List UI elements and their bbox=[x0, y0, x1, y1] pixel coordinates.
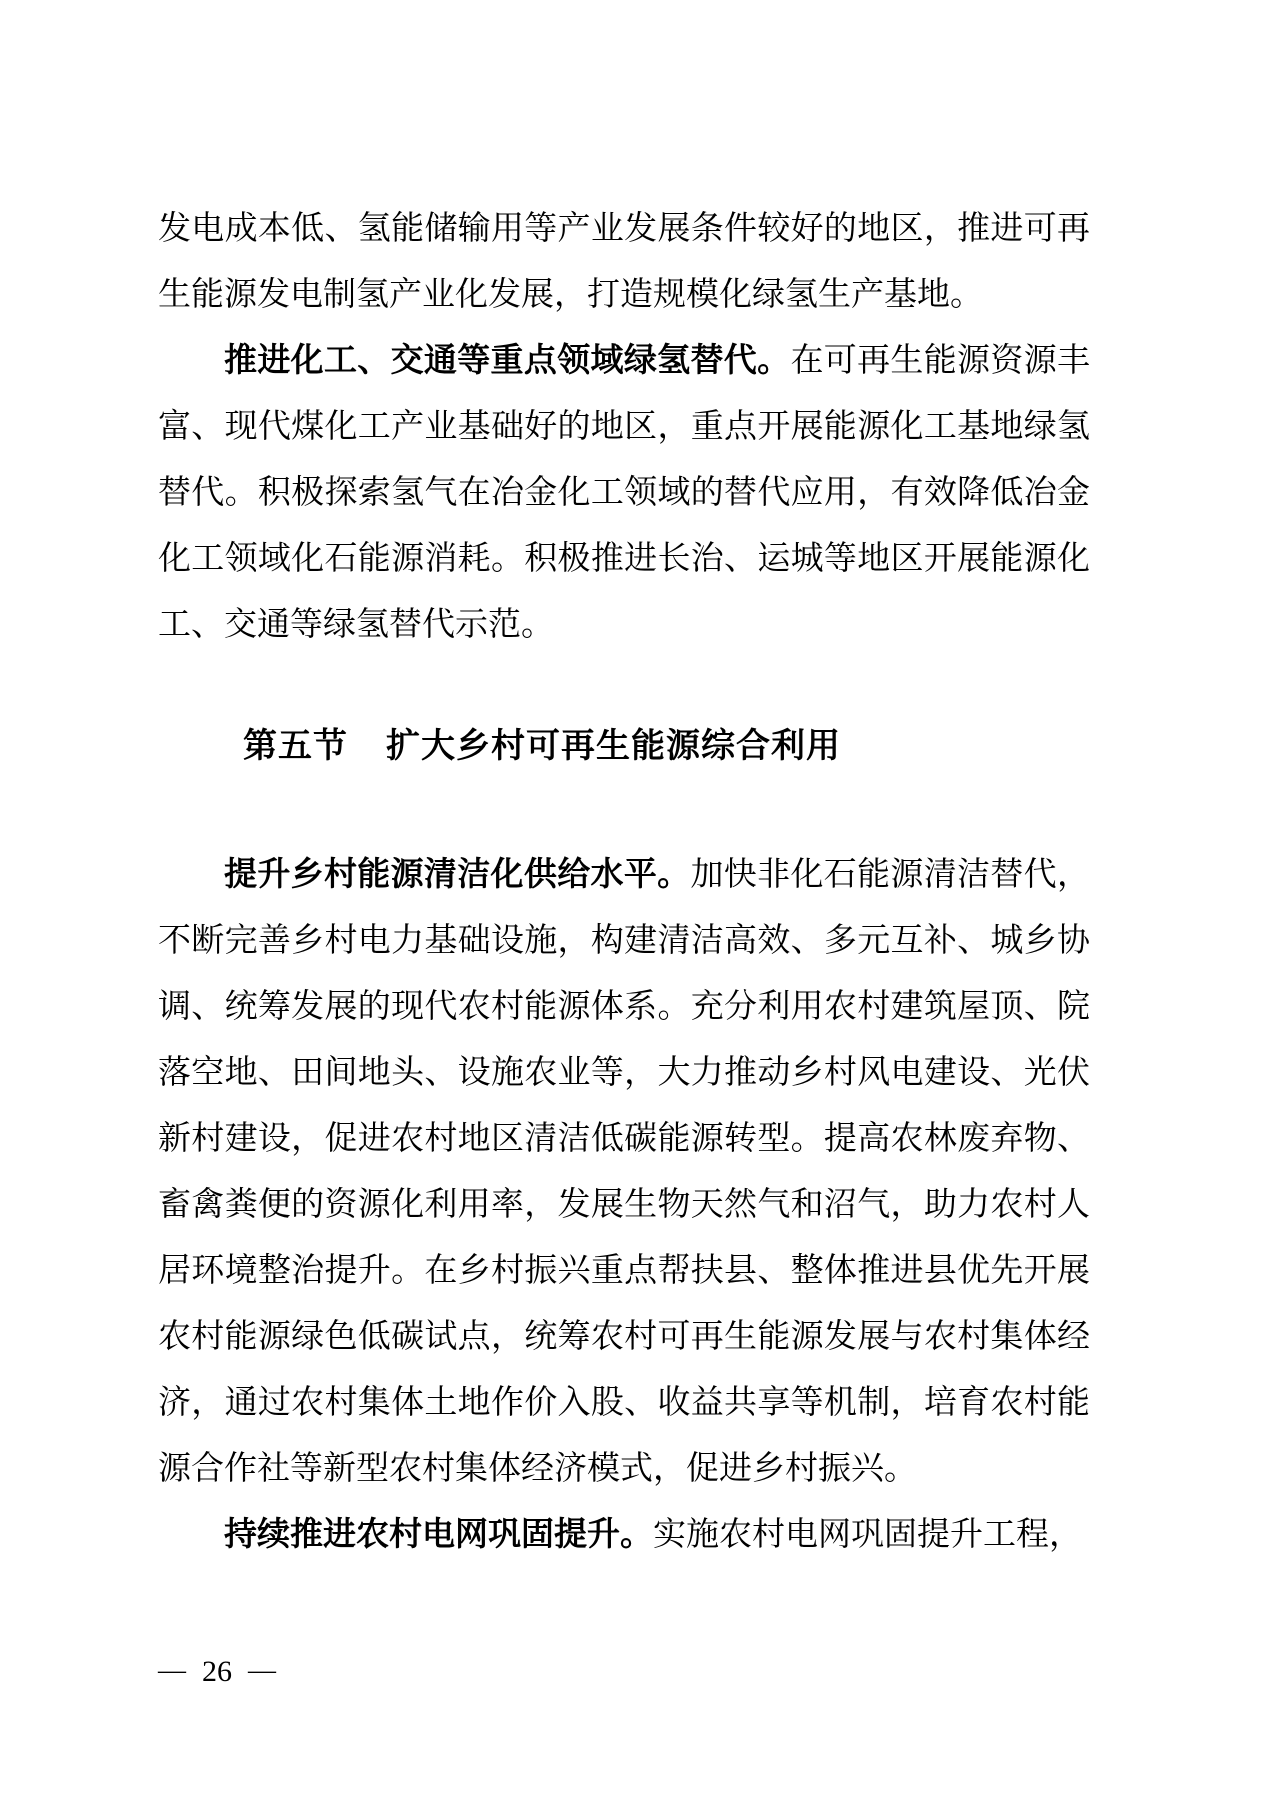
paragraph-bold-lead: 推进化工、交通等重点领域绿氢替代。 bbox=[224, 343, 791, 379]
paragraph-rural-clean-energy bbox=[158, 842, 1090, 1502]
paragraph-text: 发电成本低、氢能储输用等产业发展条件较好的地区，推进可再生能源发电制氢产业化发展，打造规模化绿氢生产基地。 bbox=[158, 211, 1090, 313]
page-number: 26 bbox=[202, 1655, 232, 1688]
footer-dash-left: — bbox=[158, 1655, 186, 1686]
paragraph-text: 实施农村电网巩固提升工程， bbox=[653, 1517, 1082, 1553]
paragraph-text: 加快非化石能源清洁替代，不断完善乡村电力基础设施，构建清洁高效、多元互补、城乡协调、统筹发展的现代农村能源体系。充分利用农村建筑屋顶、院落空地、田间地头、设施农业等，大力推动乡村风电建设、光伏新村建设，促进农村地区清洁低碳能源转型。提高农林废弃物、畜禽粪便的资源化利用率，发展生物天然气和沼气，助力农村人居环境整治提升。在乡村振兴重点帮扶县、整体推进县优先开展农村能源绿色低碳试点，统筹农村可再生能源发展与农村集体经济，通过农村集体土地作价入股、收益共享等机制，培育农村能源合作社等新型农村集体经济模式，促进乡村振兴。 bbox=[158, 857, 1091, 1487]
section-title: 扩大乡村可再生能源综合利用 bbox=[386, 728, 841, 765]
footer-dash-right: — bbox=[248, 1655, 276, 1686]
section-number: 第五节 bbox=[243, 728, 348, 765]
section-heading bbox=[158, 714, 1090, 780]
page-content bbox=[158, 196, 1090, 1568]
paragraph-bold-lead: 持续推进农村电网巩固提升。 bbox=[224, 1517, 653, 1553]
page-footer bbox=[158, 1652, 276, 1693]
paragraph-rural-grid bbox=[158, 1502, 1090, 1568]
paragraph-text: 在可再生能源资源丰富、现代煤化工产业基础好的地区，重点开展能源化工基地绿氢替代。积极探索氢气在冶金化工领域的替代应用，有效降低冶金化工领域化石能源消耗。积极推进长治、运城等地区开展能源化工、交通等绿氢替代示范。 bbox=[158, 343, 1091, 643]
paragraph-hydrogen-substitution bbox=[158, 328, 1090, 658]
paragraph-intro-continuation bbox=[158, 196, 1090, 328]
paragraph-bold-lead: 提升乡村能源清洁化供给水平。 bbox=[224, 857, 691, 893]
